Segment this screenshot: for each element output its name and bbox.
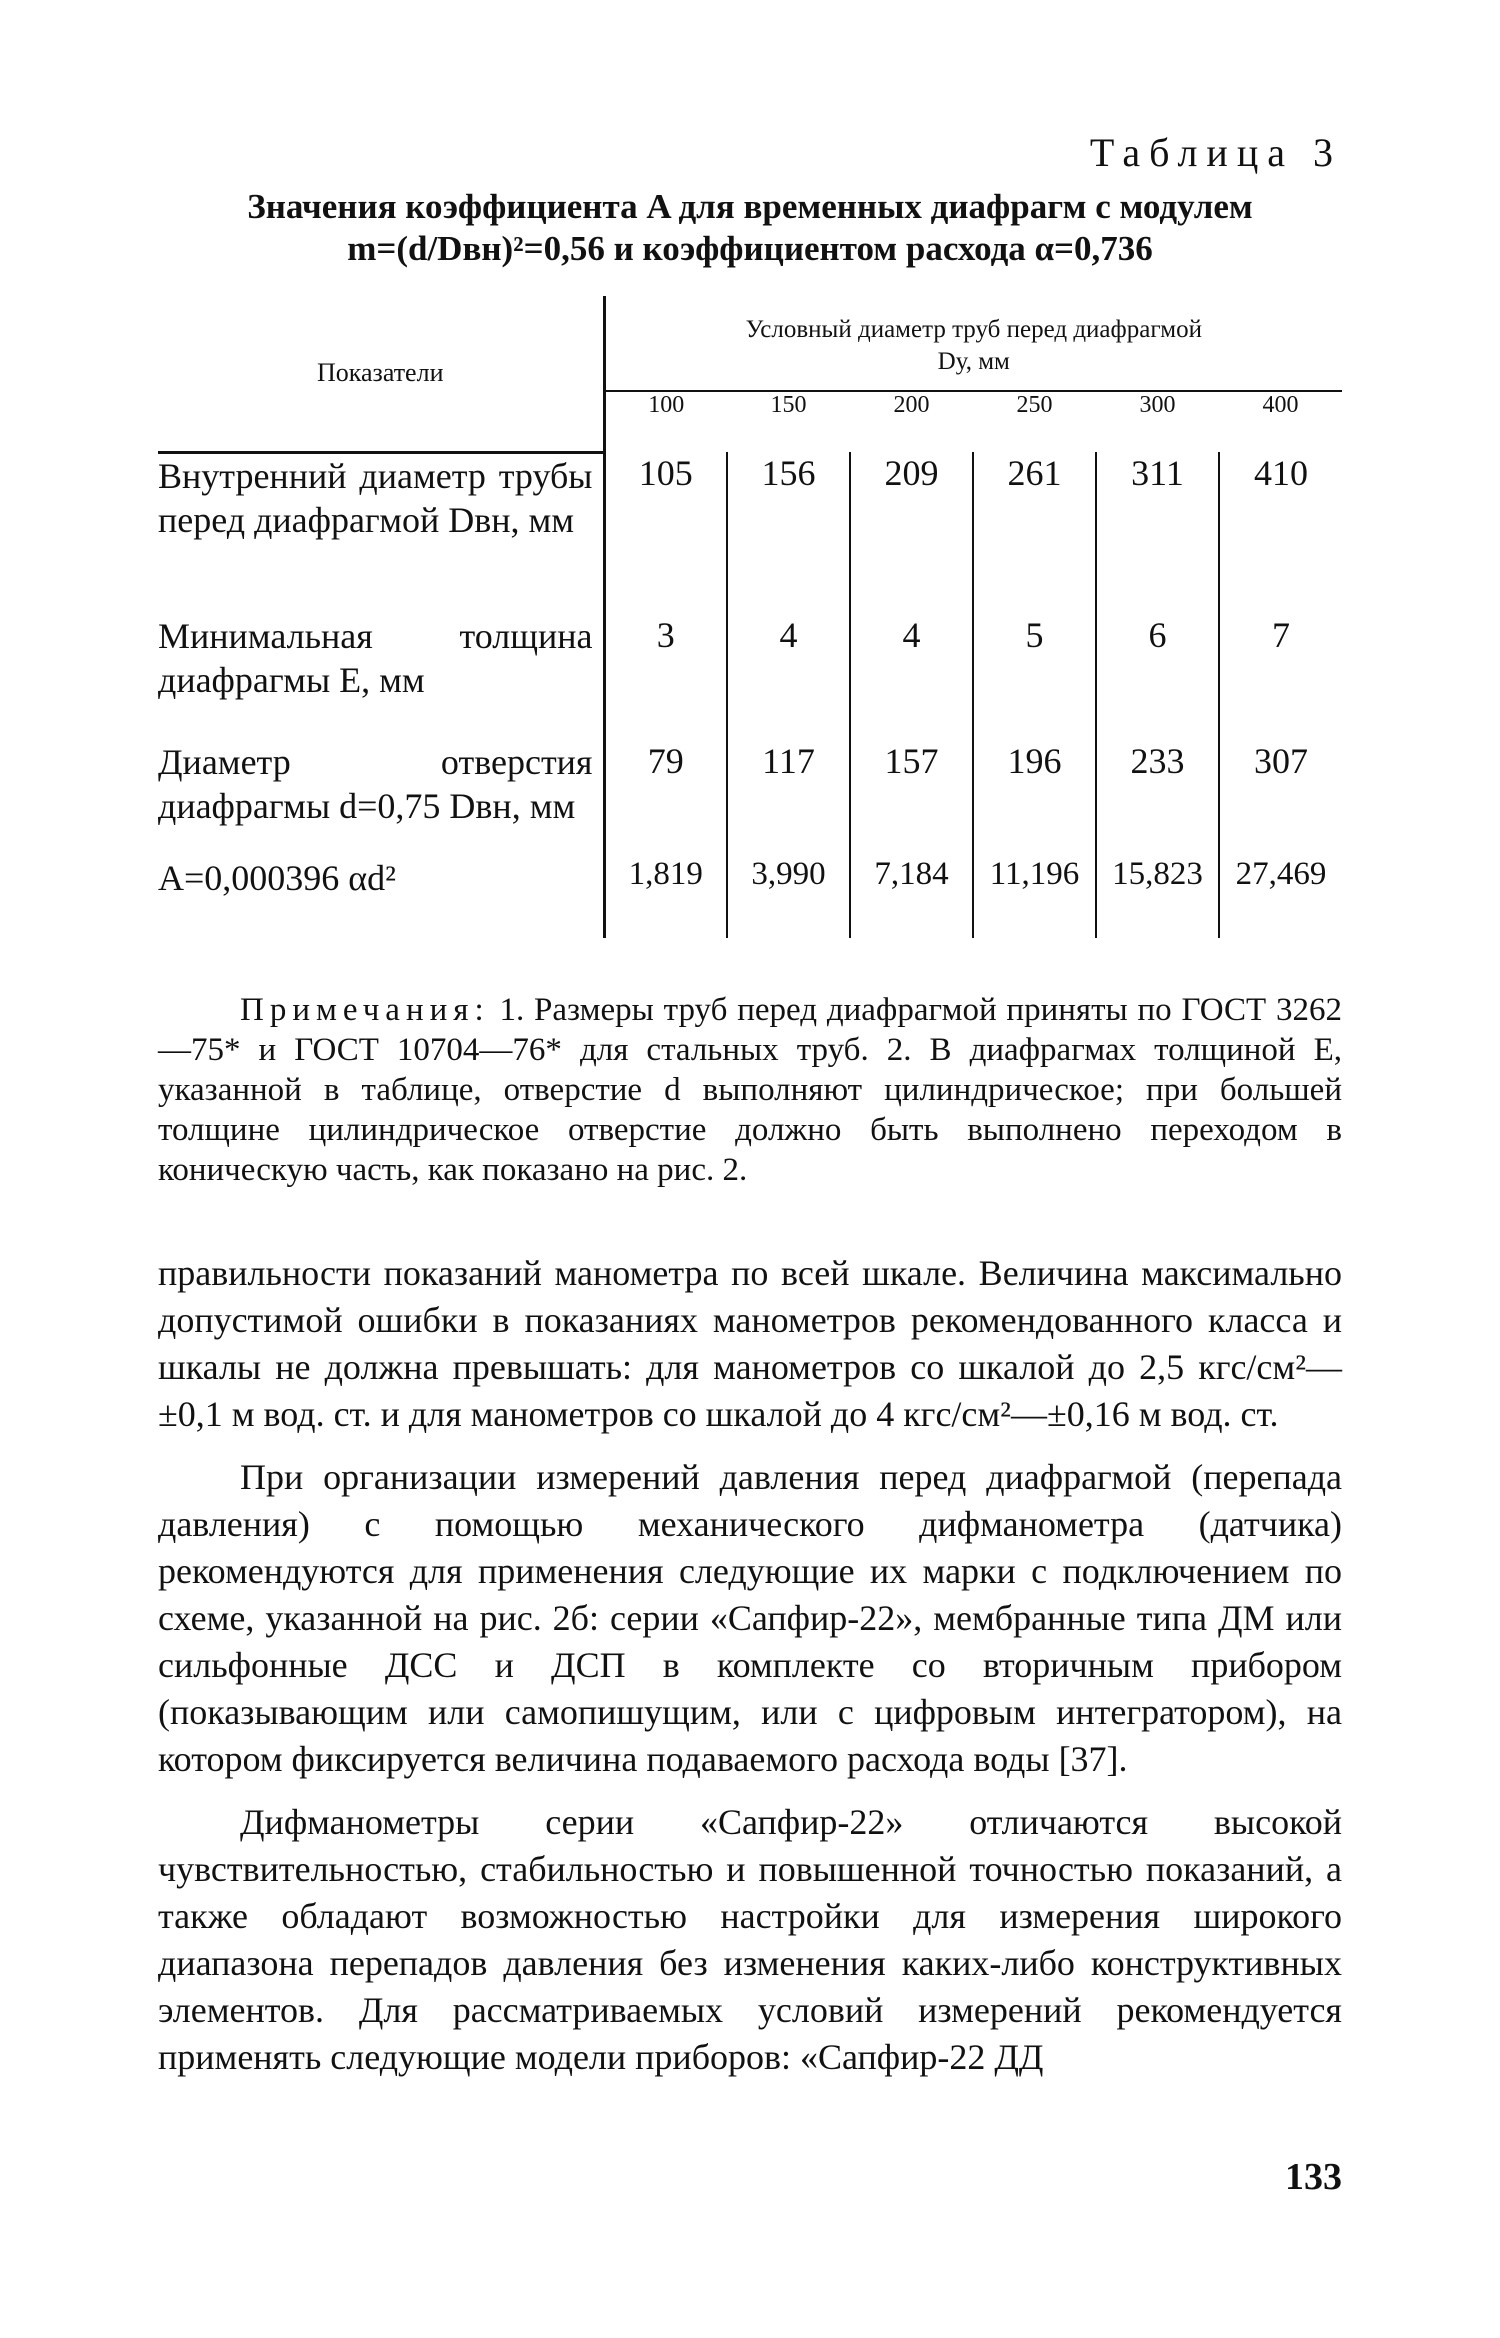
row-label: Внутренний диаметр трубы перед диафрагмой Dвн, мм: [158, 452, 604, 584]
header-indicators: Показатели: [158, 296, 604, 452]
table-cell: 4: [727, 584, 850, 706]
header-nominal-diameter-line-1: Условный диаметр труб перед диафрагмой: [745, 316, 1202, 343]
table-cell: 410: [1254, 453, 1309, 493]
table-cell: 6: [1096, 584, 1219, 706]
table-cell: 105: [604, 452, 727, 584]
notes-text: 1. Размеры труб перед диафрагмой приняты по ГОСТ 3262—75* и ГОСТ 10704—76* для стальных труб. 2. В диафрагмах толщиной E, указанной в таблице, отверстие d выполняют цилиндрическое; при большей толщине цилиндрическое отверстие должно быть выполнено переходом в коническую часть, как показано на рис. 2.: [158, 991, 1342, 1188]
table-cell: 11,196: [973, 840, 1096, 938]
table-cell: 196: [973, 706, 1096, 840]
table-cell: 156: [727, 452, 850, 584]
coefficient-table: [158, 296, 1342, 938]
table-cell: 311: [1096, 452, 1219, 584]
row-label: A=0,000396 αd²: [158, 840, 604, 938]
table-caption-line-1: Значения коэффициента A для временных диафрагм с модулем: [247, 187, 1253, 226]
table-cell: 307: [1254, 740, 1309, 781]
table-caption-line-2: m=(d/Dвн)²=0,56 и коэффициентом расхода α=0,736: [347, 229, 1153, 268]
row-label: Диаметр отверстия диафрагмы d=0,75 Dвн, мм: [158, 706, 604, 840]
table-cell: 79: [604, 706, 727, 840]
table-row: [158, 452, 1342, 584]
table-cell: 5: [973, 584, 1096, 706]
table-row: [158, 584, 1342, 706]
table-notes: [158, 990, 1342, 1190]
paragraph: При организации измерений давления перед диафрагмой (перепада давления) с помощью механического дифманометра (датчика) рекомендуются для применения следующие их марки с подключением по схеме, указанной на рис. 2б: серии «Сапфир-22», мембранные типа ДМ или сильфонные ДСС и ДСП в комплекте со вторичным прибором (показывающим или самопишущим, или с цифровым интегратором), на котором фиксируется величина подаваемого расхода воды [37].: [158, 1456, 1342, 1779]
header-size: 100: [648, 392, 685, 418]
header-size: 200: [893, 392, 930, 418]
table-cell: 117: [727, 706, 850, 840]
row-label: Минимальная толщина диафрагмы E, мм: [158, 584, 604, 706]
header-size: 150: [770, 392, 807, 418]
table-cell: 261: [973, 452, 1096, 584]
table-cell: 157: [850, 706, 973, 840]
table-number-label: Таблица 3: [1089, 130, 1342, 175]
header-size: 400: [1262, 392, 1299, 418]
header-size: 300: [1139, 392, 1176, 418]
page-number: 133: [1285, 2156, 1342, 2198]
page-content: [158, 130, 1342, 2081]
table-row: [158, 706, 1342, 840]
table-cell: 1,819: [604, 840, 727, 938]
table-cell: 4: [850, 584, 973, 706]
paragraph: правильности показаний манометра по всей шкале. Величина максимально допустимой ошибки в показаниях манометров рекомендованного класса и шкалы не должна превышать: для манометров со шкалой до 2,5 кгс/см²—±0,1 м вод. ст. и для манометров со шкалой до 4 кгс/см²—±0,16 м вод. ст.: [158, 1252, 1342, 1434]
table-cell: 15,823: [1096, 840, 1219, 938]
table-cell: 233: [1096, 706, 1219, 840]
table-caption: [158, 186, 1342, 270]
header-nominal-diameter-line-2: Dу, мм: [937, 348, 1010, 375]
body-text: [158, 1250, 1342, 2081]
paragraph: Дифманометры серии «Сапфир-22» отличаются высокой чувствительностью, стабильностью и повышенной точностью показаний, а также обладают возможностью настройки для измерения широкого диапазона перепадов давления без изменения каких-либо конструктивных элементов. Для рассматриваемых условий измерений рекомендуется применять следующие модели приборов: «Сапфир-22 ДД: [158, 1801, 1342, 2077]
table-row: [158, 840, 1342, 938]
header-size: 250: [1016, 392, 1053, 418]
table-cell: 209: [850, 452, 973, 584]
table-cell: 7,184: [850, 840, 973, 938]
notes-lead: Примечания:: [240, 991, 490, 1028]
table-cell: 7: [1272, 614, 1291, 655]
header-nominal-diameter: [604, 296, 1342, 391]
table-cell: 3: [604, 584, 727, 706]
table-cell: 27,469: [1235, 855, 1327, 892]
table-cell: 3,990: [727, 840, 850, 938]
